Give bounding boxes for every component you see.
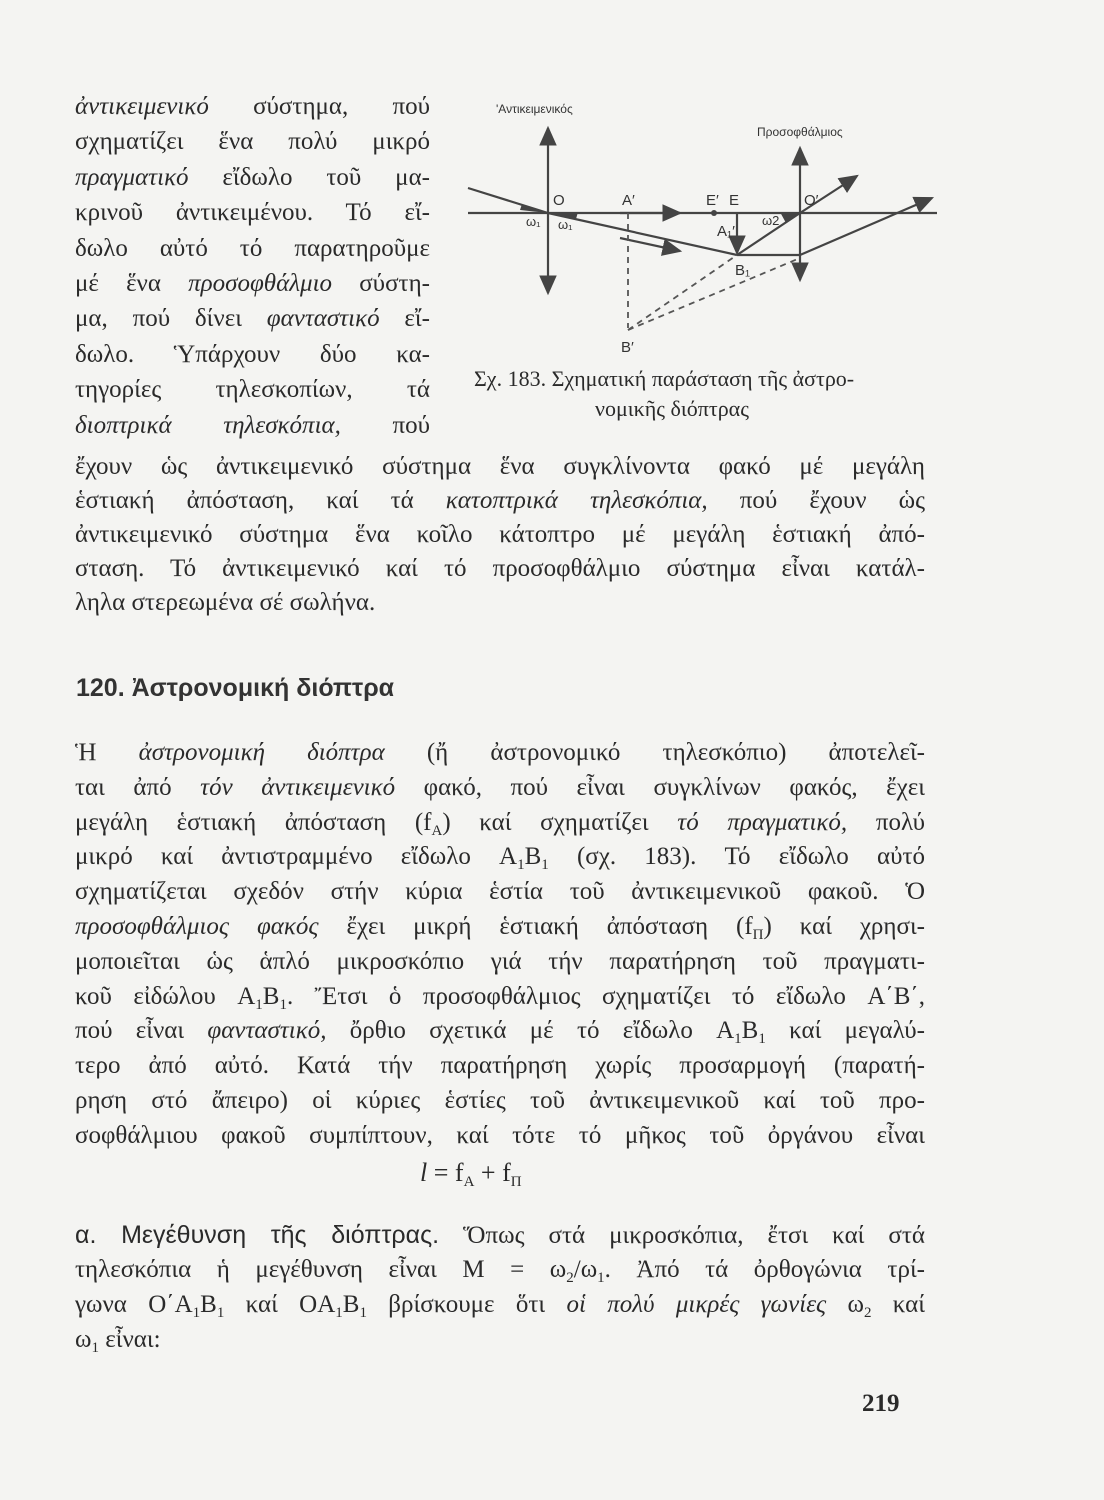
text-run: φανταστικό, [207,1017,327,1045]
text-run: B [342,1291,360,1318]
text-run: κατοπτρικά τηλεσκόπια, [445,487,708,514]
text-run: (σχ. 183). Τό εἴδωλο αὐτό [548,843,925,871]
text-run: 1 [192,1305,201,1321]
text-run: 1 [517,857,525,874]
text-line [75,520,925,550]
text-run: δωλο. Ὑπάρχουν δύο κα- [75,340,430,368]
text-run: + f [474,1158,511,1187]
text-run: 1 [359,1305,367,1321]
text-run: πραγματικό [75,163,189,191]
text-run: ἀντικειμενικό [75,93,209,120]
text-run: κοῦ εἰδώλου A [75,982,256,1010]
angle-omega1-right: ω₁ [558,217,573,232]
text-run: μεγάλη ἑστιακή ἀπόσταση (f [75,808,432,836]
text-run: ἀστρονομική διόπτρα [138,739,385,766]
section-heading: 120. Ἀστρονομική διόπτρα [76,674,395,702]
text-run: φανταστικό [266,305,380,333]
text-run: σύστημα, πού [208,93,430,120]
text-line [75,773,925,803]
text-line [75,1290,925,1328]
text-run: ) καί χρησι- [763,913,926,940]
point-o-prime: O′ [804,192,819,209]
text-line [75,554,925,584]
text-run: εἴδωλο τοῦ μα- [188,163,430,191]
text-run: 1 [758,1031,766,1048]
text-line [75,947,925,977]
text-run: l [420,1158,428,1187]
text-line [75,1255,925,1293]
text-run: προσοφθάλμιος φακός [75,913,319,940]
point-o: O [553,192,565,209]
text-run: B [741,1017,759,1045]
text-line [75,163,430,193]
text-run: 1 [216,1305,225,1321]
text-run: δωλο αὐτό τό παρατηροῦμε [75,234,430,262]
text-line [75,127,430,157]
text-run: α. Μεγέθυνση τῆς διόπτρας. [75,1221,440,1249]
text-line [75,982,925,1020]
text-run: ω [75,1326,92,1353]
text-run: A [431,822,443,839]
text-run: 1 [734,1031,742,1048]
text-run: ἀντικειμενικό σύστημα ἕνα κοῖλο κάτοπτρο μέ μεγάλη ἑστιακή ἀπό- [75,521,925,548]
text-run: καί [871,1291,926,1318]
text-run: ἔχουν ὡς ἀντικειμενικό σύστημα ἕνα συγκλίνοντα φακό μέ μεγάλη [75,453,925,480]
text-run: μα, πού δίνει [75,305,267,333]
text-line [75,912,925,950]
text-line [75,1325,925,1363]
text-run: /ω [573,1256,598,1283]
text-run: Ἡ [75,739,139,766]
text-run: σταση. Τό ἀντικειμενικό καί τό προσοφθάλμιο σύστημα εἶναι κατάλ- [75,555,925,582]
page-number: 219 [862,1390,900,1417]
text-line [75,411,430,441]
text-line [75,842,925,880]
text-run: 1 [335,1305,343,1321]
text-run: κρινοῦ ἀντικειμένου. Τό εἴ- [75,199,430,227]
text-run: τηγορίες τηλεσκοπίων, τά [75,376,430,404]
point-b1: B₁ [735,262,751,279]
text-run: ) καί σχηματίζει [442,808,678,836]
text-line [75,269,430,299]
text-run: = f [427,1158,464,1187]
text-run: 1 [255,996,263,1013]
text-run: προσοφθάλμιο [188,270,333,297]
text-run: . Ἔτσι ὁ προσοφθάλμιος σχηματίζει τό εἴδωλο A΄B΄, [286,982,925,1010]
text-line [75,234,430,264]
objective-label: 'Αντικειμενικός [496,102,573,116]
text-line [75,1016,925,1054]
eyepiece-label: Προσοφθάλμιος [757,125,843,139]
text-line [75,375,430,405]
text-run: A [463,1174,475,1190]
text-line [75,92,430,122]
text-run: Π [752,927,764,943]
text-run: σοφθάλμιου φακοῦ συμπίπτουν, καί τότε τό μῆκος τοῦ ὀργάνου εἶναι [75,1121,925,1149]
text-run: πού [340,411,430,439]
text-run: ρηση στό ἄπειρο) οἱ κύριες ἑστίες τοῦ ἀντικειμενικοῦ καί τοῦ προ- [75,1087,925,1114]
text-run: B [262,982,280,1010]
text-line [75,1220,925,1251]
text-line [75,1086,925,1116]
angle-omega2: ω2 [762,213,780,228]
text-run: (ἤ ἀστρονομικό τηλεσκόπιο) ἀποτελεῖ- [384,739,925,766]
text-run: πολύ [847,808,925,836]
text-run: τόν ἀντικειμενικό [200,773,396,801]
point-b-prime: B′ [621,339,634,356]
text-run: οἱ πολύ μικρές γωνίες [566,1291,827,1318]
text-run: B [200,1291,217,1318]
text-line [75,1051,925,1081]
angle-omega1-left: ω₁ [526,214,541,229]
text-run: τηλεσκόπια ἡ μεγέθυνση εἶναι M = ω [75,1256,567,1283]
text-run: ἑστιακή ἀπόσταση, καί τά [75,487,446,514]
text-line [75,738,925,768]
text-line [75,340,430,370]
figure-caption-line1: Σχ. 183. Σχηματική παράσταση τῆς ἀστρο- [474,366,855,391]
point-a1: A₁′ [717,223,735,240]
text-line [75,1121,925,1151]
text-line [75,808,925,846]
text-run: 1 [597,1270,605,1286]
text-run: ληλα στερεωμένα σέ σωλήνα. [75,589,376,616]
text-run: . Ἀπό τά ὀρθογώνια τρί- [604,1256,925,1283]
text-run: φακό, πού εἶναι συγκλίνων φακός, ἔχει [395,773,925,801]
text-line [75,588,925,618]
text-run: σχηματίζει ἕνα πολύ μικρό [75,128,430,156]
text-run: ὄρθιο σχετικά μέ τό εἴδωλο A [326,1017,735,1045]
text-line [75,452,925,482]
text-run: γωνα O΄A [75,1291,193,1318]
text-line [75,486,925,516]
point-a-prime: A′ [622,192,635,209]
text-run: ἔχει μικρή ἑστιακή ἀπόσταση (f [318,913,753,940]
point-e-prime: E′ [706,192,719,209]
figure-caption-line2: νομικῆς διόπτρας [595,396,749,421]
text-run: Ὅπως στά μικροσκόπια, ἔτσι καί στά [439,1222,925,1249]
text-run: Π [510,1174,522,1190]
text-run: μέ ἕνα [75,270,189,297]
text-line [75,304,430,334]
text-run: 2 [863,1305,872,1321]
text-run: καί μεγαλύ- [765,1017,925,1045]
text-run: ω [826,1291,864,1318]
text-line [75,877,925,907]
text-run: διοπτρικά τηλεσκόπια, [75,411,341,439]
text-run: βρίσκουμε ὅτι [366,1291,567,1318]
text-run: μικρό καί ἀντιστραμμένο εἴδωλο A [75,843,518,871]
formula-length [420,1158,522,1191]
text-run: σχηματίζεται σχεδόν στήν κύρια ἑστία τοῦ ἀντικειμενικοῦ φακοῦ. Ὁ [75,878,925,906]
text-run: πού εἶναι [75,1017,208,1045]
text-run: 1 [541,857,549,874]
text-run: B [524,843,542,871]
text-run: 2 [566,1270,574,1286]
text-run: σύστη- [332,270,430,297]
text-run: πού ἔχουν ὡς [707,487,925,514]
text-run: τό πραγματικό, [677,808,848,836]
text-run: εἶναι: [98,1326,161,1353]
text-run: ται ἀπό [75,773,201,801]
text-run: τερο ἀπό αὐτό. Κατά τήν παρατήρηση χωρίς προσαρμογή (παρατή- [75,1052,925,1080]
text-run: 1 [279,996,287,1013]
text-run: μοποιεῖται ὡς ἁπλό μικροσκόπιο γιά τήν παρατήρηση τοῦ πραγματι- [75,947,925,975]
text-run: εἴ- [379,305,430,333]
text-run: 1 [91,1340,99,1356]
point-e: E [729,192,740,209]
text-run: καί OA [224,1291,336,1318]
text-line [75,198,430,228]
